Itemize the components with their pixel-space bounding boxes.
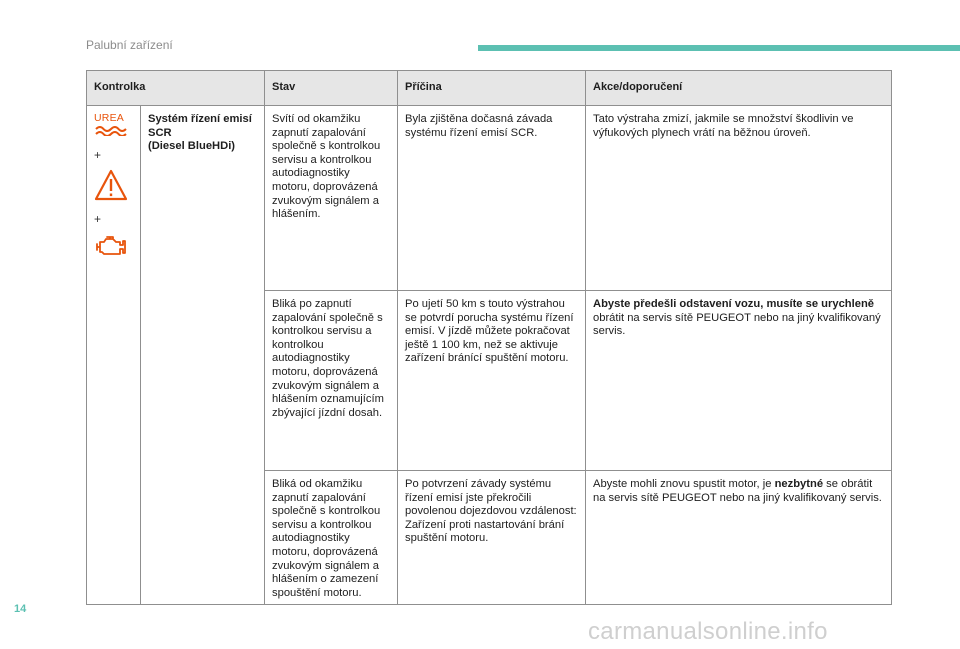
column-header-akce: Akce/doporučení [586, 71, 892, 106]
stav-cell: Bliká po zapnutí zapalování společně s kontrolkou servisu a kontrolkou autodiagnostiky motoru, doprovázená zvukovým signálem a hlášením oznamujícím zbývající jízdní dosah. [265, 291, 398, 471]
plus-sign: + [94, 147, 102, 162]
page-number: 14 [14, 603, 27, 615]
pricina-cell: Po potvrzení závady systému řízení emisí jste překročili povolenou dojezdovou vzdálenost: Zařízení proti nastartování brání spuštění motoru. [398, 471, 586, 605]
header-accent-bar [478, 45, 960, 51]
akce-emphasis: Abyste předešli odstavení vozu, musíte se urychleně [593, 298, 875, 310]
table-row [87, 106, 892, 291]
akce-text: obrátit na servis sítě PEUGEOT nebo na jiný kvalifikovaný servis. [593, 311, 881, 338]
warning-lights-table [86, 70, 892, 605]
warning-triangle-icon [94, 169, 132, 206]
urea-icon-label: UREA [94, 112, 124, 124]
engine-check-icon [94, 233, 132, 264]
stav-cell: Bliká od okamžiku zapnutí zapalování společně s kontrolkou servisu a kontrolkou autodiagnostiky motoru, doprovázená zvukovým signálem a hlášením o zamezení spouštění motoru. [265, 471, 398, 605]
akce-emphasis: nezbytné [774, 478, 824, 490]
section-title: Palubní zařízení [86, 38, 173, 52]
pricina-cell: Byla zjištěna dočasná závada systému řízení emisí SCR. [398, 106, 586, 291]
column-header-pricina: Příčina [398, 71, 586, 106]
plus-sign: + [94, 212, 102, 227]
akce-cell [586, 106, 892, 291]
system-name-cell: Systém řízení emisí SCR (Diesel BlueHDi) [141, 106, 265, 605]
urea-warning-icon [94, 113, 132, 141]
akce-text-lead: Abyste mohli znovu spustit motor, je [593, 478, 775, 490]
watermark: carmanualsonline.info [588, 618, 828, 645]
column-header-kontrolka: Kontrolka [87, 71, 265, 106]
stav-cell: Svítí od okamžiku zapnutí zapalování společně s kontrolkou servisu a kontrolkou autodiagnostiky motoru, doprovázená zvukovým signálem a hlášením. [265, 106, 398, 291]
column-header-stav: Stav [265, 71, 398, 106]
akce-text: se obrátit na servis sítě PEUGEOT nebo na jiný kvalifikovaný servis. [593, 478, 882, 504]
pricina-cell: Po ujetí 50 km s touto výstrahou se potvrdí porucha systému řízení emisí. V jízdě můžete pokračovat ještě 1 100 km, než se aktivuje zařízení bránící spuštění motoru. [398, 291, 586, 471]
akce-text: Tato výstraha zmizí, jakmile se množství škodlivin ve výfukových plynech vrátí na běžnou úroveň. [593, 113, 854, 139]
warning-icons-cell [87, 106, 141, 605]
table-header-row [87, 71, 892, 106]
akce-cell [586, 471, 892, 605]
akce-cell [586, 291, 892, 471]
